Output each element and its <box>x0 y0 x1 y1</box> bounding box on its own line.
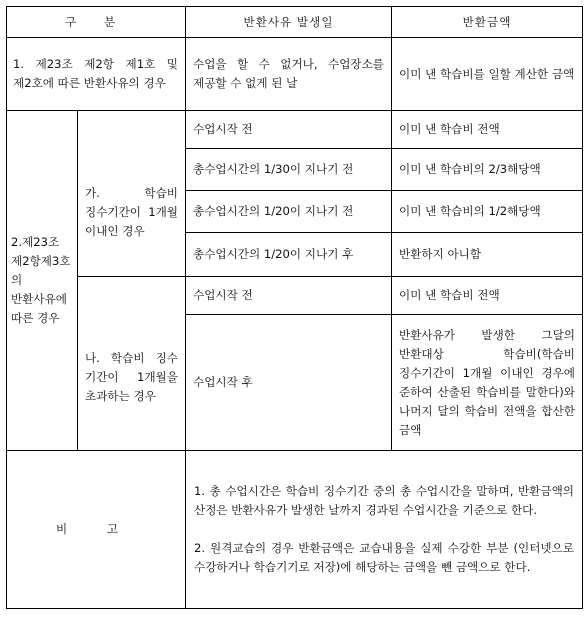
subcategory-cell: 가. 학습비 징수기간이 1개월 이내인 경우 <box>78 111 186 277</box>
remark-spacer <box>194 520 574 539</box>
amount-cell: 반환하지 아니함 <box>392 233 583 277</box>
category-cell: 2.제23조 제2항제3호의 반환사유에 따른 경우 <box>7 111 78 451</box>
subcategory-cell: 나. 학습비 징수 기간이 1개월을 초과하는 경우 <box>78 277 186 451</box>
refund-table <box>6 6 583 609</box>
remarks-label: 비 고 <box>7 451 186 609</box>
occurrence-cell: 총수업시간의 1/20이 지나기 후 <box>186 233 392 277</box>
table-row <box>7 38 583 111</box>
remarks-notes <box>186 451 583 609</box>
amount-cell: 이미 낸 학습비의 1/2해당액 <box>392 191 583 233</box>
occurrence-cell: 수업시작 전 <box>186 111 392 149</box>
amount-cell: 이미 낸 학습비의 2/3해당액 <box>392 149 583 191</box>
occurrence-cell: 수업시작 전 <box>186 277 392 315</box>
occurrence-cell: 수업시작 후 <box>186 315 392 451</box>
occurrence-cell: 수업을 할 수 없거나, 수업장소를 제공할 수 없게 된 날 <box>186 38 392 111</box>
header-occurrence-date: 반환사유 발생일 <box>186 7 392 38</box>
remark-note-2: 2. 원격교습의 경우 반환금액은 교습내용을 실제 수강한 부분 (인터넷으로 수강하거나 학습기기로 저장)에 해당하는 금액을 뺀 금액으로 한다. <box>194 541 574 574</box>
header-refund-amount: 반환금액 <box>392 7 583 38</box>
occurrence-cell: 총수업시간의 1/30이 지나기 전 <box>186 149 392 191</box>
remarks-row <box>7 451 583 609</box>
amount-cell: 반환사유가 발생한 그달의 반환대상 학습비(학습비 징수기간이 1개월 이내인 경우에 준하여 산출된 학습비를 말한다)와 나머지 달의 학습비 전액을 합산한 금액 <box>392 315 583 451</box>
category-cell: 1. 제23조 제2항 제1호 및 제2호에 따른 반환사유의 경우 <box>7 38 186 111</box>
amount-cell: 이미 낸 학습비 전액 <box>392 277 583 315</box>
header-row <box>7 7 583 38</box>
table-row <box>7 111 583 149</box>
amount-cell: 이미 낸 학습비 전액 <box>392 111 583 149</box>
remark-note-1: 1. 총 수업시간은 학습비 징수기간 중의 총 수업시간을 말하며, 반환금액의 산정은 반환사유가 발생한 날까지 경과된 수업시간을 기준으로 한다. <box>194 484 574 517</box>
table-row <box>7 277 583 315</box>
header-category: 구 분 <box>7 7 186 38</box>
amount-cell: 이미 낸 학습비를 일할 계산한 금액 <box>392 38 583 111</box>
occurrence-cell: 총수업시간의 1/20이 지나기 전 <box>186 191 392 233</box>
